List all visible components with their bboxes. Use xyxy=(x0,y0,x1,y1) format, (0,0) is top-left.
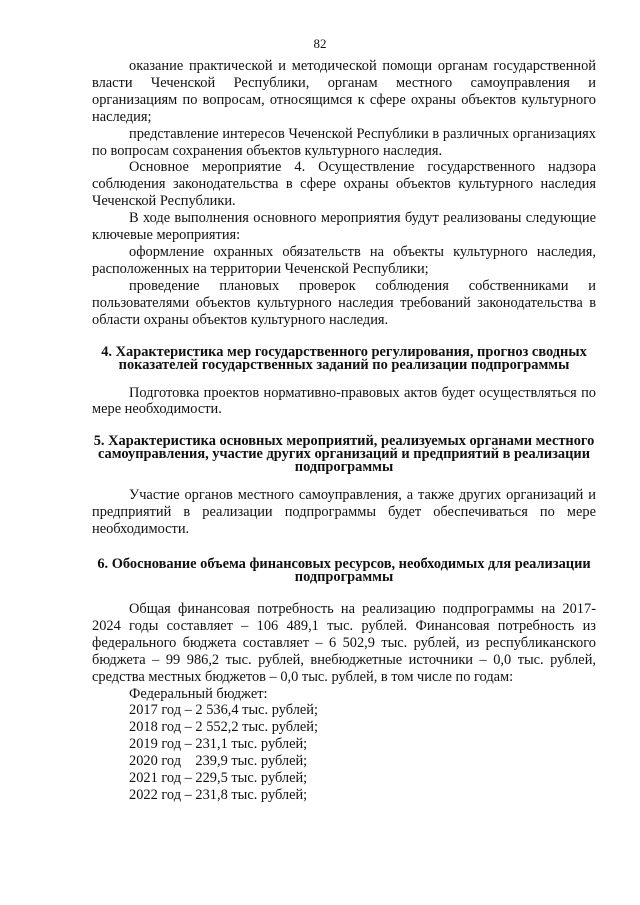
page-content xyxy=(92,58,596,804)
section-4-heading: 4. Характеристика мер государственного регулирования, прогноз сводных показателей государственных заданий по реализации подпрограммы xyxy=(101,343,587,373)
year-line: 2022 год – 231,8 тыс. рублей; xyxy=(129,787,308,803)
section-4-text: Подготовка проектов нормативно-правовых актов будет осуществляться по мере необходимости. xyxy=(92,384,596,418)
paragraph-key-measures-intro: В ходе выполнения основного мероприятия будут реализованы следующие ключевые мероприятия: xyxy=(92,210,596,244)
paragraph-representation: представление интересов Чеченской Республики в различных организациях по вопросам сохранения объектов культурного наследия. xyxy=(92,125,596,159)
section-5-heading: 5. Характеристика основных мероприятий, реализуемых органами местного самоуправления, участие других организаций и предприятий в реализации подпрограммы xyxy=(93,433,595,476)
year-line: 2018 год – 2 552,2 тыс. рублей; xyxy=(129,719,318,736)
year-line: 2019 год – 231,1 тыс. рублей; xyxy=(129,736,308,753)
paragraph-main-measure-4: Основное мероприятие 4. Осуществление государственного надзора соблюдения законодательства в сфере охраны объектов культурного наследия Чеченской Республики. xyxy=(92,159,596,210)
page-number: 82 xyxy=(313,36,327,51)
section-6-heading: 6. Обоснование объема финансовых ресурсов, необходимых для реализации подпрограммы xyxy=(97,556,591,586)
year-line: 2020 год 239,9 тыс. рублей; xyxy=(129,753,308,770)
year-line: 2021 год – 229,5 тыс. рублей; xyxy=(129,770,308,787)
paragraph-planned-inspections: проведение плановых проверок соблюдения собственниками и пользователями объектов культурного наследия требований законодательства в области охраны объектов культурного наследия. xyxy=(92,277,596,328)
section-5-text: Участие органов местного самоуправления, а также других организаций и предприятий в реализации подпрограммы будет обеспечиваться по мере необходимости. xyxy=(92,487,596,538)
section-6-text: Общая финансовая потребность на реализацию подпрограммы на 2017-2024 годы составляет – 106 489,1 тыс. рублей. Финансовая потребность из федерального бюджета составляет – 6 502,9 тыс. рублей, из республиканского бюджета – 99 986,2 тыс. рублей, внебюджетные источники – 0,0 тыс. рублей, средства местных бюджетов – 0,0 тыс. рублей, в том числе по годам: xyxy=(92,601,596,685)
federal-budget-label: Федеральный бюджет: xyxy=(129,685,268,702)
year-line: 2017 год – 2 536,4 тыс. рублей; xyxy=(129,702,318,719)
paragraph-assistance: оказание практической и методической помощи органам государственной власти Чеченской Республики, органам местного самоуправления и организациям по вопросам, относящимся к сфере охраны объектов культурного наследия; xyxy=(92,58,596,125)
paragraph-protection-obligations: оформление охранных обязательств на объекты культурного наследия, расположенных на территории Чеченской Республики; xyxy=(92,243,596,277)
